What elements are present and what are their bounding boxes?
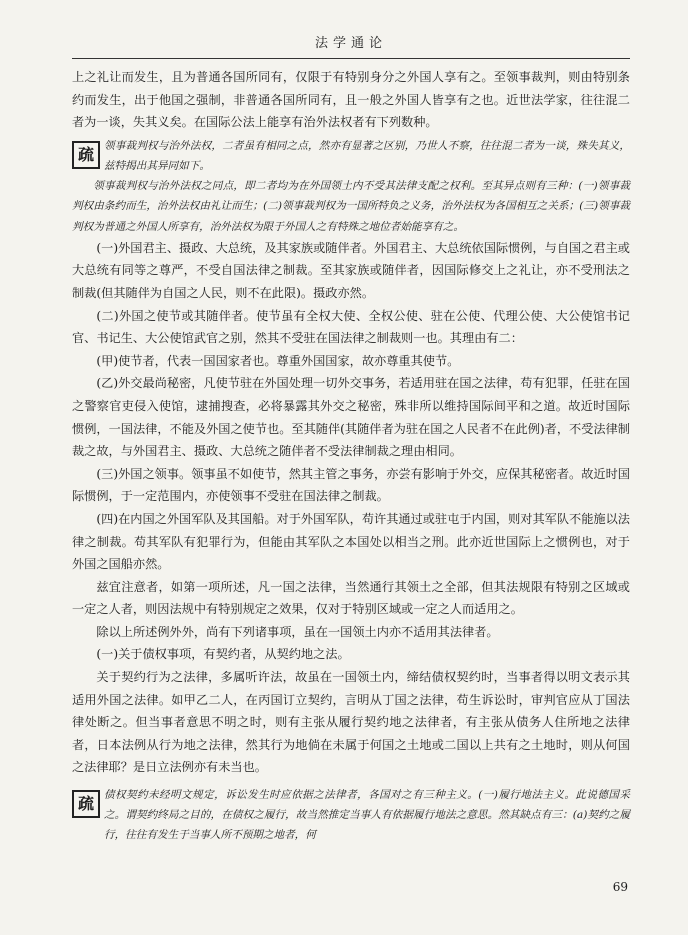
page-number: 69 [612, 880, 628, 894]
annotation-text: 领事裁判权与治外法权，二者虽有相同之点，然亦有显著之区别，乃世人不察，往往混二者为一谈，殊失其义，兹特揭出其异同如下。 [104, 139, 630, 172]
body-paragraph: (一)关于债权事项，有契约者，从契约地之法。 [96, 647, 350, 662]
body-paragraph: (一)外国君主、摄政、大总统，及其家族或随伴者。外国君主、大总统依国际惯例，与自国之君主或大总统有同等之尊严，不受自国法律之制裁。至其家族或随伴者，因国际修交上之礼让，亦不受刑法之制裁(但其随伴为自国之人民，则不在此限)。摄政亦然。 [72, 240, 630, 300]
body-paragraph: 兹宜注意者，如第一项所述，凡一国之法律，当然通行其领土之全部，但其法规限有特别之区域或一定之人者，则因法规中有特别规定之效果，仅对于特别区域或一定之人而适用之。 [72, 579, 630, 617]
annotation-text: 领事裁判权与治外法权之同点，即二者均为在外国领土内不受其法律支配之权利。至其异点则有三种：(一)领事裁判权由条约而生，治外法权由礼让而生；(二)领事裁判权为一国所特负之义务，治外法权为各国相互之关系；(三)领事裁判权为普通之外国人所享有，治外法权为限于外国人之有特殊之地位者始能享有之。 [72, 180, 630, 233]
body-paragraph: (二)外国之使节或其随伴者。使节虽有全权大使、全权公使、驻在公使、代理公使、大公使馆书记官、书记生、大公使馆武官之别，然其不受驻在国法律之制裁则一也。其理由有二： [72, 308, 630, 346]
annotation-block [72, 785, 630, 846]
body-paragraph: 除以上所述例外外，尚有下列诸事项，虽在一国领土内亦不适用其法律者。 [96, 624, 499, 639]
body-paragraph: (乙)外交最尚秘密，凡使节驻在外国处理一切外交事务，若适用驻在国之法律，苟有犯罪，任驻在国之警察官吏侵入使馆，逮捕搜查，必将暴露其外交之秘密，殊非所以维持国际间平和之道。故近时国际惯例，一国法律，不能及外国之使节也。至其随伴(其随伴者为驻在国之人民者不在此例)者，不受法律制裁之故，与外国君主、摄政、大总统之随伴者不受法律制裁之理由相同。 [72, 376, 630, 459]
annotation-badge: 疏 [72, 790, 100, 818]
body-paragraph: 上之礼让而发生，且为普通各国所同有，仅限于有特别身分之外国人享有之。至领事裁判，则由特别条约而发生，出于他国之强制，非普通各国所同有，且一般之外国人皆享有之也。近世法学家，往往混二者为一谈，失其义矣。在国际公法上能享有治外法权者有下列数种。 [72, 70, 630, 130]
annotation-block [72, 136, 630, 237]
body-paragraph: (三)外国之领事。领事虽不如使节，然其主管之事务，亦尝有影响于外交，应保其秘密者。故近时国际惯例，于一定范围内，亦使领事不受驻在国法律之制裁。 [72, 466, 630, 504]
annotation-text: 债权契约未经明文规定，诉讼发生时应依据之法律者，各国对之有三种主义。(一)履行地法主义。此说德国采之。谓契约终局之目的，在债权之履行，故当然推定当事人有依据履行地法之意思。然其缺点有三：(a)契约之履行，往往有发生于当事人所不预期之地者，何 [104, 789, 630, 842]
body-paragraph: 关于契约行为之法律，多属听许法，故虽在一国领土内，缔结债权契约时，当事者得以明文表示其适用外国之法律。如甲乙二人，在丙国订立契约，言明从丁国之法律，苟生诉讼时，审判官应从丁国法律处断之。但当事者意思不明之时，则有主张从履行契约地之法律者，有主张从债务人住所地之法律者，日本法例从行为地之法律，然其行为地倘在未属于何国之土地或二国以上共有之土地时，则从何国之法律耶？是日立法例亦有未当也。 [72, 670, 630, 775]
annotation-badge: 疏 [72, 141, 100, 169]
body-paragraph: (四)在内国之外国军队及其国船。对于外国军队，苟许其通过或驻屯于内国，则对其军队不能施以法律之制裁。苟其军队有犯罪行为，但能由其军队之本国处以相当之刑。此亦近世国际上之惯例也，对于外国之国船亦然。 [72, 511, 630, 572]
page-content [72, 66, 630, 846]
body-paragraph: (甲)使节者，代表一国国家者也。尊重外国国家，故亦尊重其使节。 [96, 353, 460, 368]
running-header: 法学通论 [72, 30, 630, 59]
